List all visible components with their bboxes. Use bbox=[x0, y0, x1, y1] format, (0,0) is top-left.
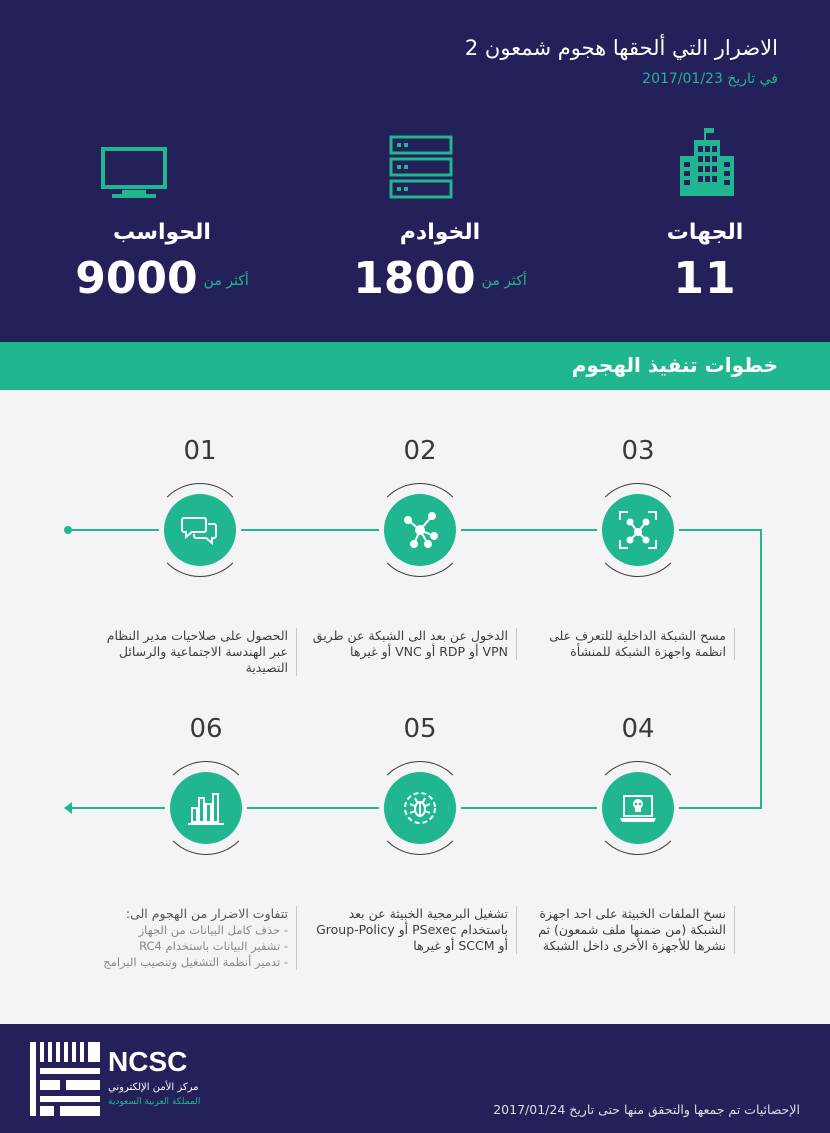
step-01-text: الحصول على صلاحيات مدير النظام عبر الهندسة الاجتماعية والرسائل التصيدية bbox=[88, 628, 297, 676]
step-02-number: 02 bbox=[403, 436, 437, 466]
line-start-dot bbox=[64, 526, 72, 534]
step-05-circle bbox=[384, 772, 456, 844]
stat-entities-label: الجهات bbox=[666, 220, 744, 245]
chat-bubbles-icon bbox=[180, 510, 220, 550]
step-05-text: تشغيل البرمجية الخبيثة عن بعد باستخدام PSexec أو Group-Policy أو SCCM أو غيرها bbox=[308, 906, 517, 954]
stat-servers-value: 1800 bbox=[353, 253, 476, 304]
ncsc-logo-arabic: مركز الأمن الإلكتروني bbox=[108, 1082, 199, 1093]
stat-entities bbox=[630, 220, 780, 304]
step-06-heading: تتفاوت الاضرار من الهجوم الى: bbox=[125, 906, 288, 921]
footer-note: الإحصائيات تم جمعها والتحقق منها حتى تاريخ 2017/01/24 bbox=[493, 1102, 800, 1117]
step-02-text: الدخول عن بعد الى الشبكة عن طريق VPN أو RDP أو VNC أو غيرها bbox=[308, 628, 517, 660]
ncsc-logo-arabic-sub: المملكة العربية السعودية bbox=[108, 1097, 201, 1107]
section-banner bbox=[0, 342, 830, 390]
bar-chart-icon bbox=[186, 788, 226, 828]
stat-servers-label: الخوادم bbox=[399, 220, 481, 245]
page-date: في تاريخ 2017/01/23 bbox=[642, 71, 778, 87]
step-06-item-1: - حذف كامل البيانات من الجهاز bbox=[138, 923, 288, 937]
steps-section bbox=[0, 390, 830, 1024]
step-06-number: 06 bbox=[189, 714, 223, 744]
header-section bbox=[0, 0, 830, 342]
network-scan-icon bbox=[618, 510, 658, 550]
step-01-circle bbox=[164, 494, 236, 566]
ncsc-logo-text: NCSC bbox=[108, 1046, 188, 1077]
stat-servers bbox=[340, 220, 540, 304]
server-rack-icon bbox=[388, 134, 454, 200]
stat-entities-value: 11 bbox=[673, 253, 737, 304]
connector-line-right bbox=[760, 529, 762, 809]
section-title: خطوات تنفيذ الهجوم bbox=[571, 353, 778, 377]
stat-computers-prefix: أكثر من bbox=[203, 273, 249, 289]
monitor-icon bbox=[100, 146, 168, 200]
line-end-arrow bbox=[64, 802, 72, 814]
step-04-circle bbox=[602, 772, 674, 844]
step-01-number: 01 bbox=[183, 436, 217, 466]
page-title: الاضرار التي ألحقها هجوم شمعون 2 bbox=[464, 36, 778, 60]
laptop-skull-icon bbox=[618, 788, 658, 828]
malware-bug-icon bbox=[400, 788, 440, 828]
step-06-item-3: - تدمير أنظمة التشغيل وتنصيب البرامج bbox=[103, 955, 288, 969]
stat-computers bbox=[62, 220, 262, 304]
step-06-circle bbox=[170, 772, 242, 844]
stat-servers-prefix: أكثر من bbox=[481, 273, 527, 289]
step-03-text: مسح الشبكة الداخلية للتعرف على انظمة واجهزة الشبكة للمنشأة bbox=[526, 628, 735, 660]
footer bbox=[0, 1024, 830, 1133]
step-05-number: 05 bbox=[403, 714, 437, 744]
step-03-number: 03 bbox=[621, 436, 655, 466]
stat-computers-label: الحواسب bbox=[113, 220, 211, 245]
step-02-circle bbox=[384, 494, 456, 566]
step-03-circle bbox=[602, 494, 674, 566]
stat-computers-value: 9000 bbox=[75, 253, 198, 304]
step-04-number: 04 bbox=[621, 714, 655, 744]
building-icon bbox=[676, 126, 738, 198]
step-06-text bbox=[88, 906, 297, 970]
network-nodes-icon bbox=[400, 510, 440, 550]
step-04-text: نسخ الملفات الخبيثة على احد اجهزة الشبكة (من ضمنها ملف شمعون) ثم نشرها للأجهزة الأخرى داخل الشبكة bbox=[526, 906, 735, 954]
ncsc-logo-mark bbox=[30, 1042, 102, 1116]
step-06-item-2: - تشفير البيانات باستخدام RC4 bbox=[139, 939, 288, 953]
